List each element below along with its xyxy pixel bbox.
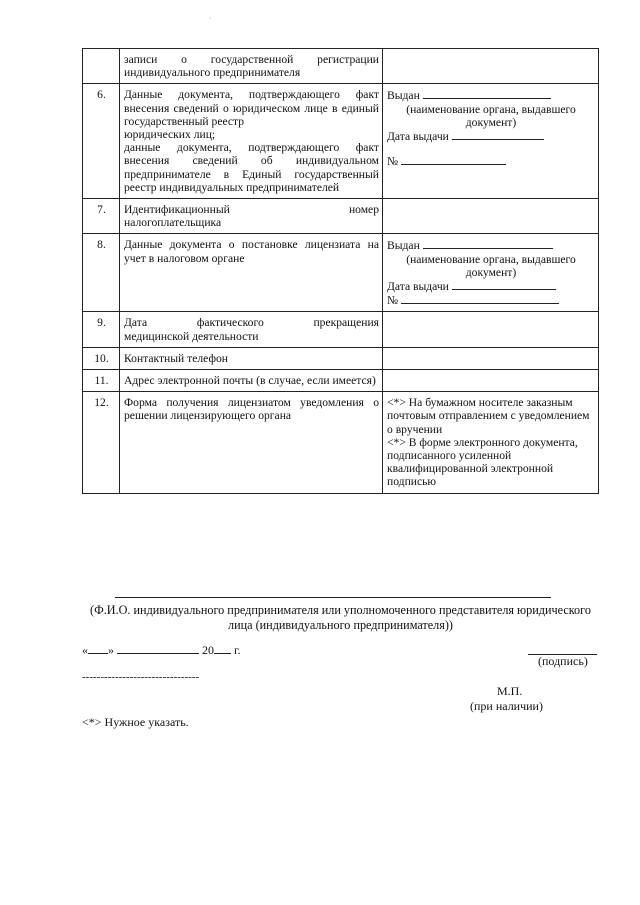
row-description: Адрес электронной почты (в случае, если имеется) [120,370,383,392]
row-value-field [383,392,599,493]
row-number: 6. [83,84,120,199]
row-value-field[interactable] [383,234,599,312]
issued-label: Выдан [387,239,420,253]
divider-dashes: -------------------------------- [82,671,200,683]
row-value-field[interactable] [383,312,599,347]
row-number: 12. [83,392,120,493]
issued-input-line[interactable] [423,88,551,99]
table-row [83,347,599,369]
fio-caption: (Ф.И.О. индивидуального предпринимателя или уполномоченного представителя юридического лица (индивидуального предпринимателя)) [90,603,591,632]
fio-signature-line[interactable] [115,597,551,598]
issue-date-input-line[interactable] [452,129,544,140]
row-description: Дата фактического прекращения медицинской деятельности [120,312,383,347]
date-row: « » 20 г. [82,643,241,657]
license-form-table [82,48,599,494]
table-row [83,312,599,347]
row-description: Идентификационный номер налогоплательщика [120,199,383,234]
number-label: № [387,155,399,169]
table-row [83,392,599,493]
number-label: № [387,294,399,308]
row-description: Данные документа о постановке лицензиата на учет в налоговом органе [120,234,383,312]
row-description: Данные документа, подтверждающего факт внесения сведений о юридическом лице в единый государственный реестр юридических лиц; данные документа, подтверждающего факт внесения сведений об индивидуальном предпринимателе в Единый государственный реестр индивидуальных предпринимателей [120,84,383,199]
row-value-field[interactable] [383,49,599,84]
month-input-line[interactable] [117,643,199,654]
row-value-field[interactable] [383,199,599,234]
issued-label: Выдан [387,89,420,103]
year-input-line[interactable] [214,643,231,654]
row-number [83,49,120,84]
issue-date-input-line[interactable] [452,279,556,290]
day-input-line[interactable] [88,643,108,654]
stamp-label: М.П. [497,684,523,698]
table-row [83,199,599,234]
row-value-field[interactable] [383,347,599,369]
issued-hint: (наименование органа, выдавшего документ) [406,252,576,279]
option-paper-mail[interactable]: <*> На бумажном носителе заказным почтовым отправлением с уведомлением о вручении [387,396,590,436]
issued-input-line[interactable] [423,238,553,249]
option-electronic[interactable]: <*> В форме электронного документа, подписанного усиленной квалифицированной электронной подписью [387,435,578,489]
stamp-note: (при наличии) [470,699,543,713]
footnote: <*> Нужное указать. [82,715,189,729]
row-description: Контактный телефон [120,347,383,369]
row-number: 9. [83,312,120,347]
row-value-field[interactable] [383,84,599,199]
issue-date-label: Дата выдачи [387,130,449,144]
row-number: 8. [83,234,120,312]
signature-caption: (подпись) [538,654,588,668]
table-row [83,234,599,312]
issue-date-label: Дата выдачи [387,280,449,294]
row-number: 11. [83,370,120,392]
row-number: 7. [83,199,120,234]
number-input-line[interactable] [401,293,559,304]
table-row [83,84,599,199]
header-mark: · [209,14,212,23]
row-value-field[interactable] [383,370,599,392]
issued-hint: (наименование органа, выдавшего документ) [406,102,576,129]
row-number: 10. [83,347,120,369]
row-description: Форма получения лицензиатом уведомления о решении лицензирующего органа [120,392,383,493]
row-description: записи о государственной регистрации индивидуального предпринимателя [120,49,383,84]
table-row [83,370,599,392]
table-row [83,49,599,84]
number-input-line[interactable] [401,154,506,165]
